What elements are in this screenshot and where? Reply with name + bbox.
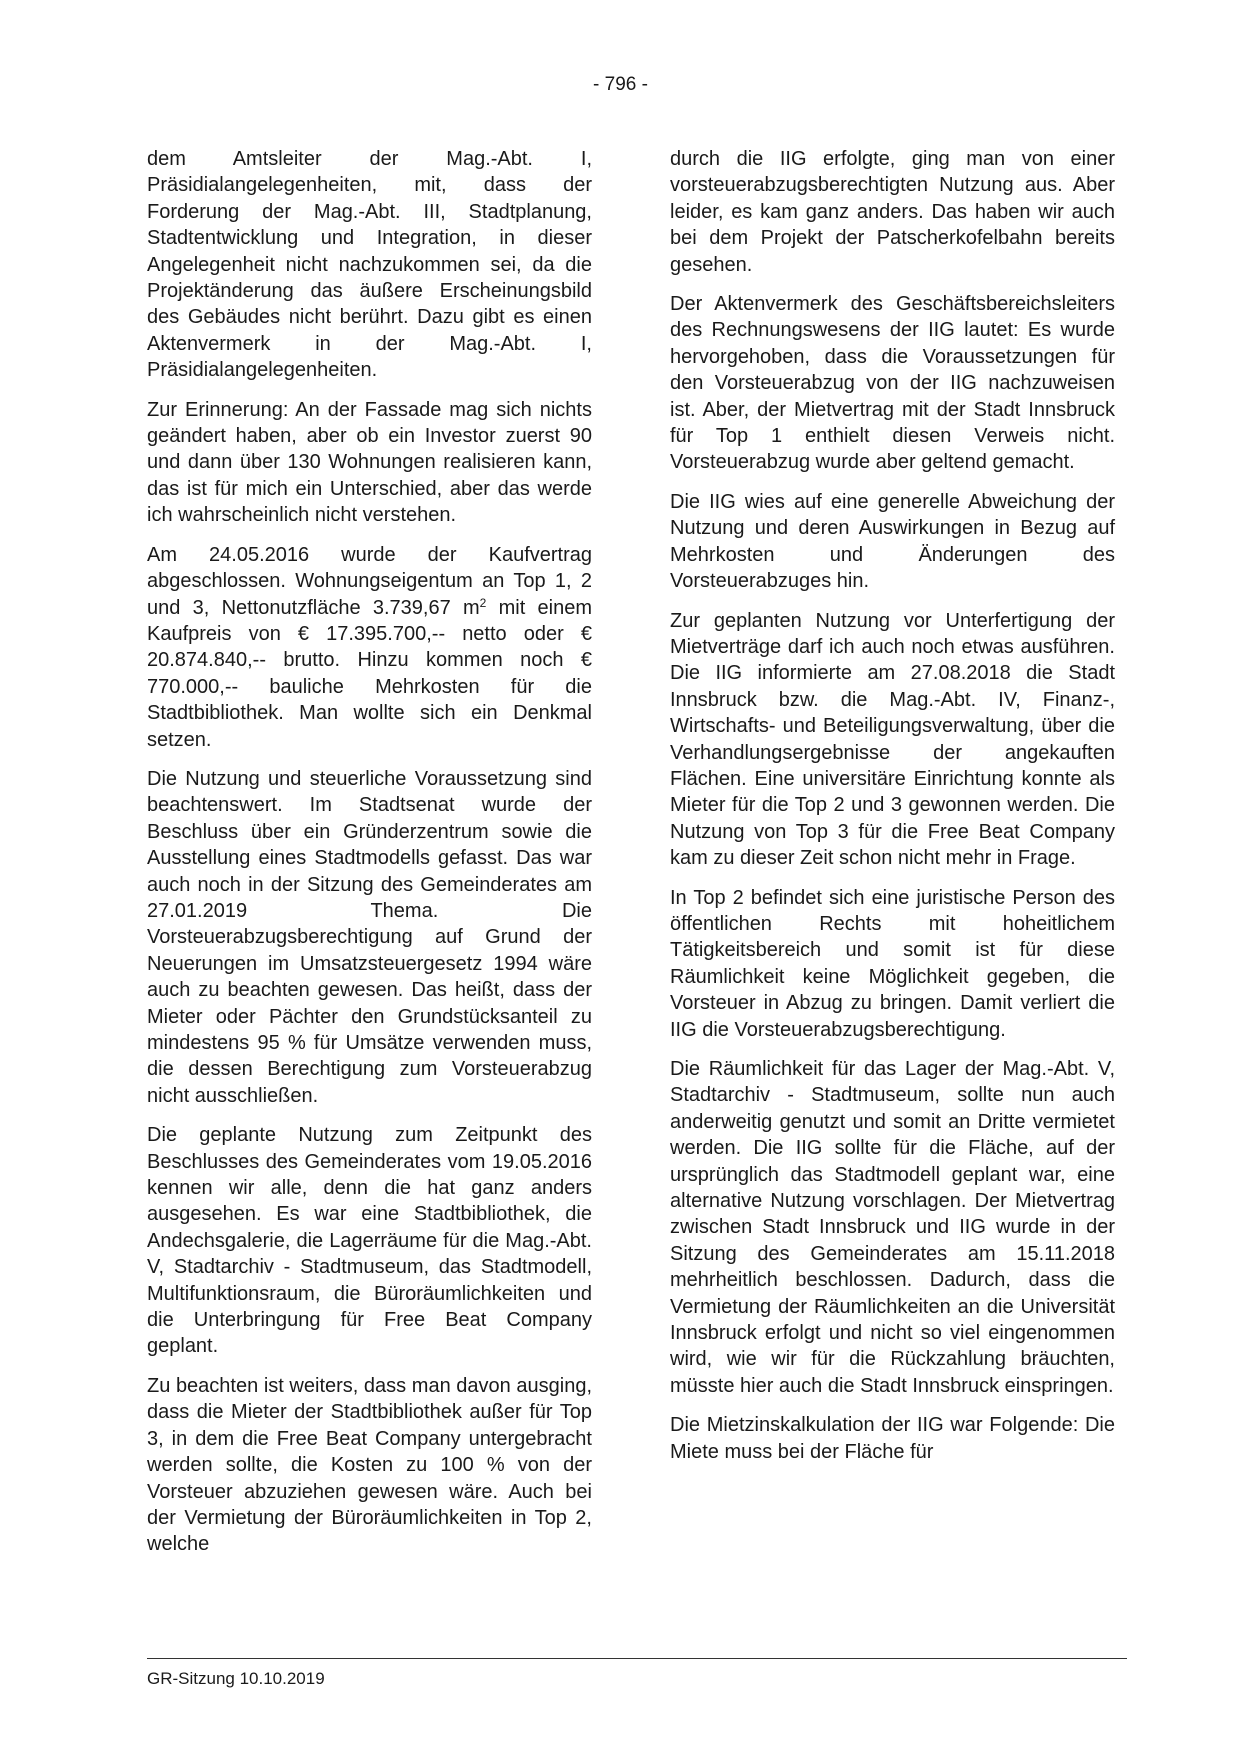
- paragraph: Die Mietzinskalkulation der IIG war Folgende: Die Miete muss bei der Fläche für: [670, 1414, 1115, 1463]
- paragraph: Der Aktenvermerk des Geschäftsbereichsleiters des Rechnungswesens der IIG lautet: Es wurde hervorgehoben, dass die Voraussetzungen für den Vorsteuerabzug von der IIG nachzuweisen ist. Aber, der Mietvertrag mit der Stadt Innsbruck für Top 1 enthielt diesen Verweis nicht. Vorsteuerabzug wurde aber geltend gemacht.: [670, 293, 1115, 474]
- superscript: 2: [479, 595, 487, 610]
- paragraph: Zur Erinnerung: An der Fassade mag sich nichts geändert haben, aber ob ein Investor zuerst 90 und dann über 130 Wohnungen realisieren kann, das ist für mich ein Unterschied, aber das werde ich wahrscheinlich nicht verstehen.: [147, 398, 592, 527]
- paragraph: Zur geplanten Nutzung vor Unterfertigung der Mietverträge darf ich auch noch etwas ausführen. Die IIG informierte am 27.08.2018 die Stadt Innsbruck bzw. die Mag.-Abt. IV, Finanz-, Wirtschafts- und Beteiligungsverwaltung, über die Verhandlungsergebnisse der angekauften Flächen. Eine universitäre Einrichtung konnte als Mieter für die Top 2 und 3 gewonnen werden. Die Nutzung von Top 3 für die Free Beat Company kam zu dieser Zeit schon nicht mehr in Frage.: [670, 609, 1115, 870]
- footer-divider: [147, 1658, 1127, 1659]
- paragraph: Die Nutzung und steuerliche Voraussetzung sind beachtenswert. Im Stadtsenat wurde der Beschluss über ein Gründerzentrum sowie die Ausstellung eines Stadtmodells gefasst. Das war auch noch in der Sitzung des Gemeinderates am 27.01.2019 Thema. Die Vorsteuerabzugsberechtigung auf Grund der Neuerungen im Umsatzsteuergesetz 1994 wäre auch zu beachten gewesen. Das heißt, dass der Mieter oder Pächter den Grundstücksanteil zu mindestens 95 % für Umsätze verwenden muss, die dessen Berechtigung zum Vorsteuerabzug nicht ausschließen.: [147, 767, 592, 1107]
- paragraph: In Top 2 befindet sich eine juristische Person des öffentlichen Rechts mit hoheitlichem Tätigkeitsbereich und somit ist für diese Räumlichkeit keine Möglichkeit gegeben, die Vorsteuer in Abzug zu bringen. Damit verliert die IIG die Vorsteuerabzugsberechtigung.: [670, 886, 1115, 1041]
- paragraph: Die Räumlichkeit für das Lager der Mag.-Abt. V, Stadtarchiv - Stadtmuseum, sollte nun auch anderweitig genutzt und somit an Dritte vermietet werden. Die IIG sollte für die Fläche, auf der ursprünglich das Stadtmodell geplant war, eine alternative Nutzung vorschlagen. Der Mietvertrag zwischen Stadt Innsbruck und IIG wurde in der Sitzung des Gemeinderates am 15.11.2018 mehrheitlich beschlossen. Dadurch, dass die Vermietung der Räumlichkeiten an die Universität Innsbruck erfolgt und nicht so viel eingenommen wird, wie wir für die Rückzahlung bräuchten, müsste hier auch die Stadt Innsbruck einspringen.: [670, 1058, 1115, 1397]
- right-column: [670, 146, 1115, 1478]
- paragraph: Die geplante Nutzung zum Zeitpunkt des Beschlusses des Gemeinderates vom 19.05.2016 kennen wir alle, denn die hat ganz anders ausgesehen. Es war eine Stadtbibliothek, die Andechsgalerie, die Lagerräume für die Mag.-Abt. V, Stadtarchiv - Stadtmuseum, das Stadtmodell, Multifunktionsraum, die Büroräumlichkeiten und die Unterbringung für Free Beat Company geplant.: [147, 1124, 592, 1358]
- page-number: - 796 -: [593, 74, 648, 95]
- paragraph: Die IIG wies auf eine generelle Abweichung der Nutzung und deren Auswirkungen in Bezug auf Mehrkosten und Änderungen des Vorsteuerabzuges hin.: [670, 490, 1115, 593]
- text-segment: mit einem Kaufpreis von € 17.395.700,-- netto oder € 20.874.840,-- brutto. Hinzu kommen noch € 770.000,-- bauliche Mehrkosten für die Stadtbibliothek. Man wollte sich ein Denkmal setzen.: [147, 596, 593, 751]
- text-segment: Am 24.05.2016 wurde der Kaufvertrag abgeschlossen. Wohnungseigentum an Top 1, 2 und 3, Nettonutzfläche 3.739,67 m: [147, 543, 592, 619]
- footer-text: GR-Sitzung 10.10.2019: [147, 1669, 325, 1688]
- paragraph: dem Amtsleiter der Mag.-Abt. I, Präsidialangelegenheiten, mit, dass der Forderung der Mag.-Abt. III, Stadtplanung, Stadtentwicklung und Integration, in dieser Angelegenheit nicht nachzukommen sei, da die Projektänderung das äußere Erscheinungsbild des Gebäudes nicht berührt. Dazu gibt es einen Aktenvermerk in der Mag.-Abt. I, Präsidialangelegenheiten.: [147, 148, 592, 382]
- paragraph: durch die IIG erfolgte, ging man von einer vorsteuerabzugsberechtigten Nutzung aus. Aber leider, es kam ganz anders. Das haben wir auch bei dem Projekt der Patscherkofelbahn bereits gesehen.: [670, 148, 1115, 276]
- paragraph: Zu beachten ist weiters, dass man davon ausging, dass die Mieter der Stadtbibliothek außer für Top 3, in dem die Free Beat Company untergebracht werden sollte, die Kosten zu 100 % von der Vorsteuer abzuziehen gewesen wäre. Auch bei der Vermietung der Büroräumlichkeiten in Top 2, welche: [147, 1374, 592, 1556]
- paragraph: [147, 542, 592, 753]
- left-column: [147, 146, 592, 1571]
